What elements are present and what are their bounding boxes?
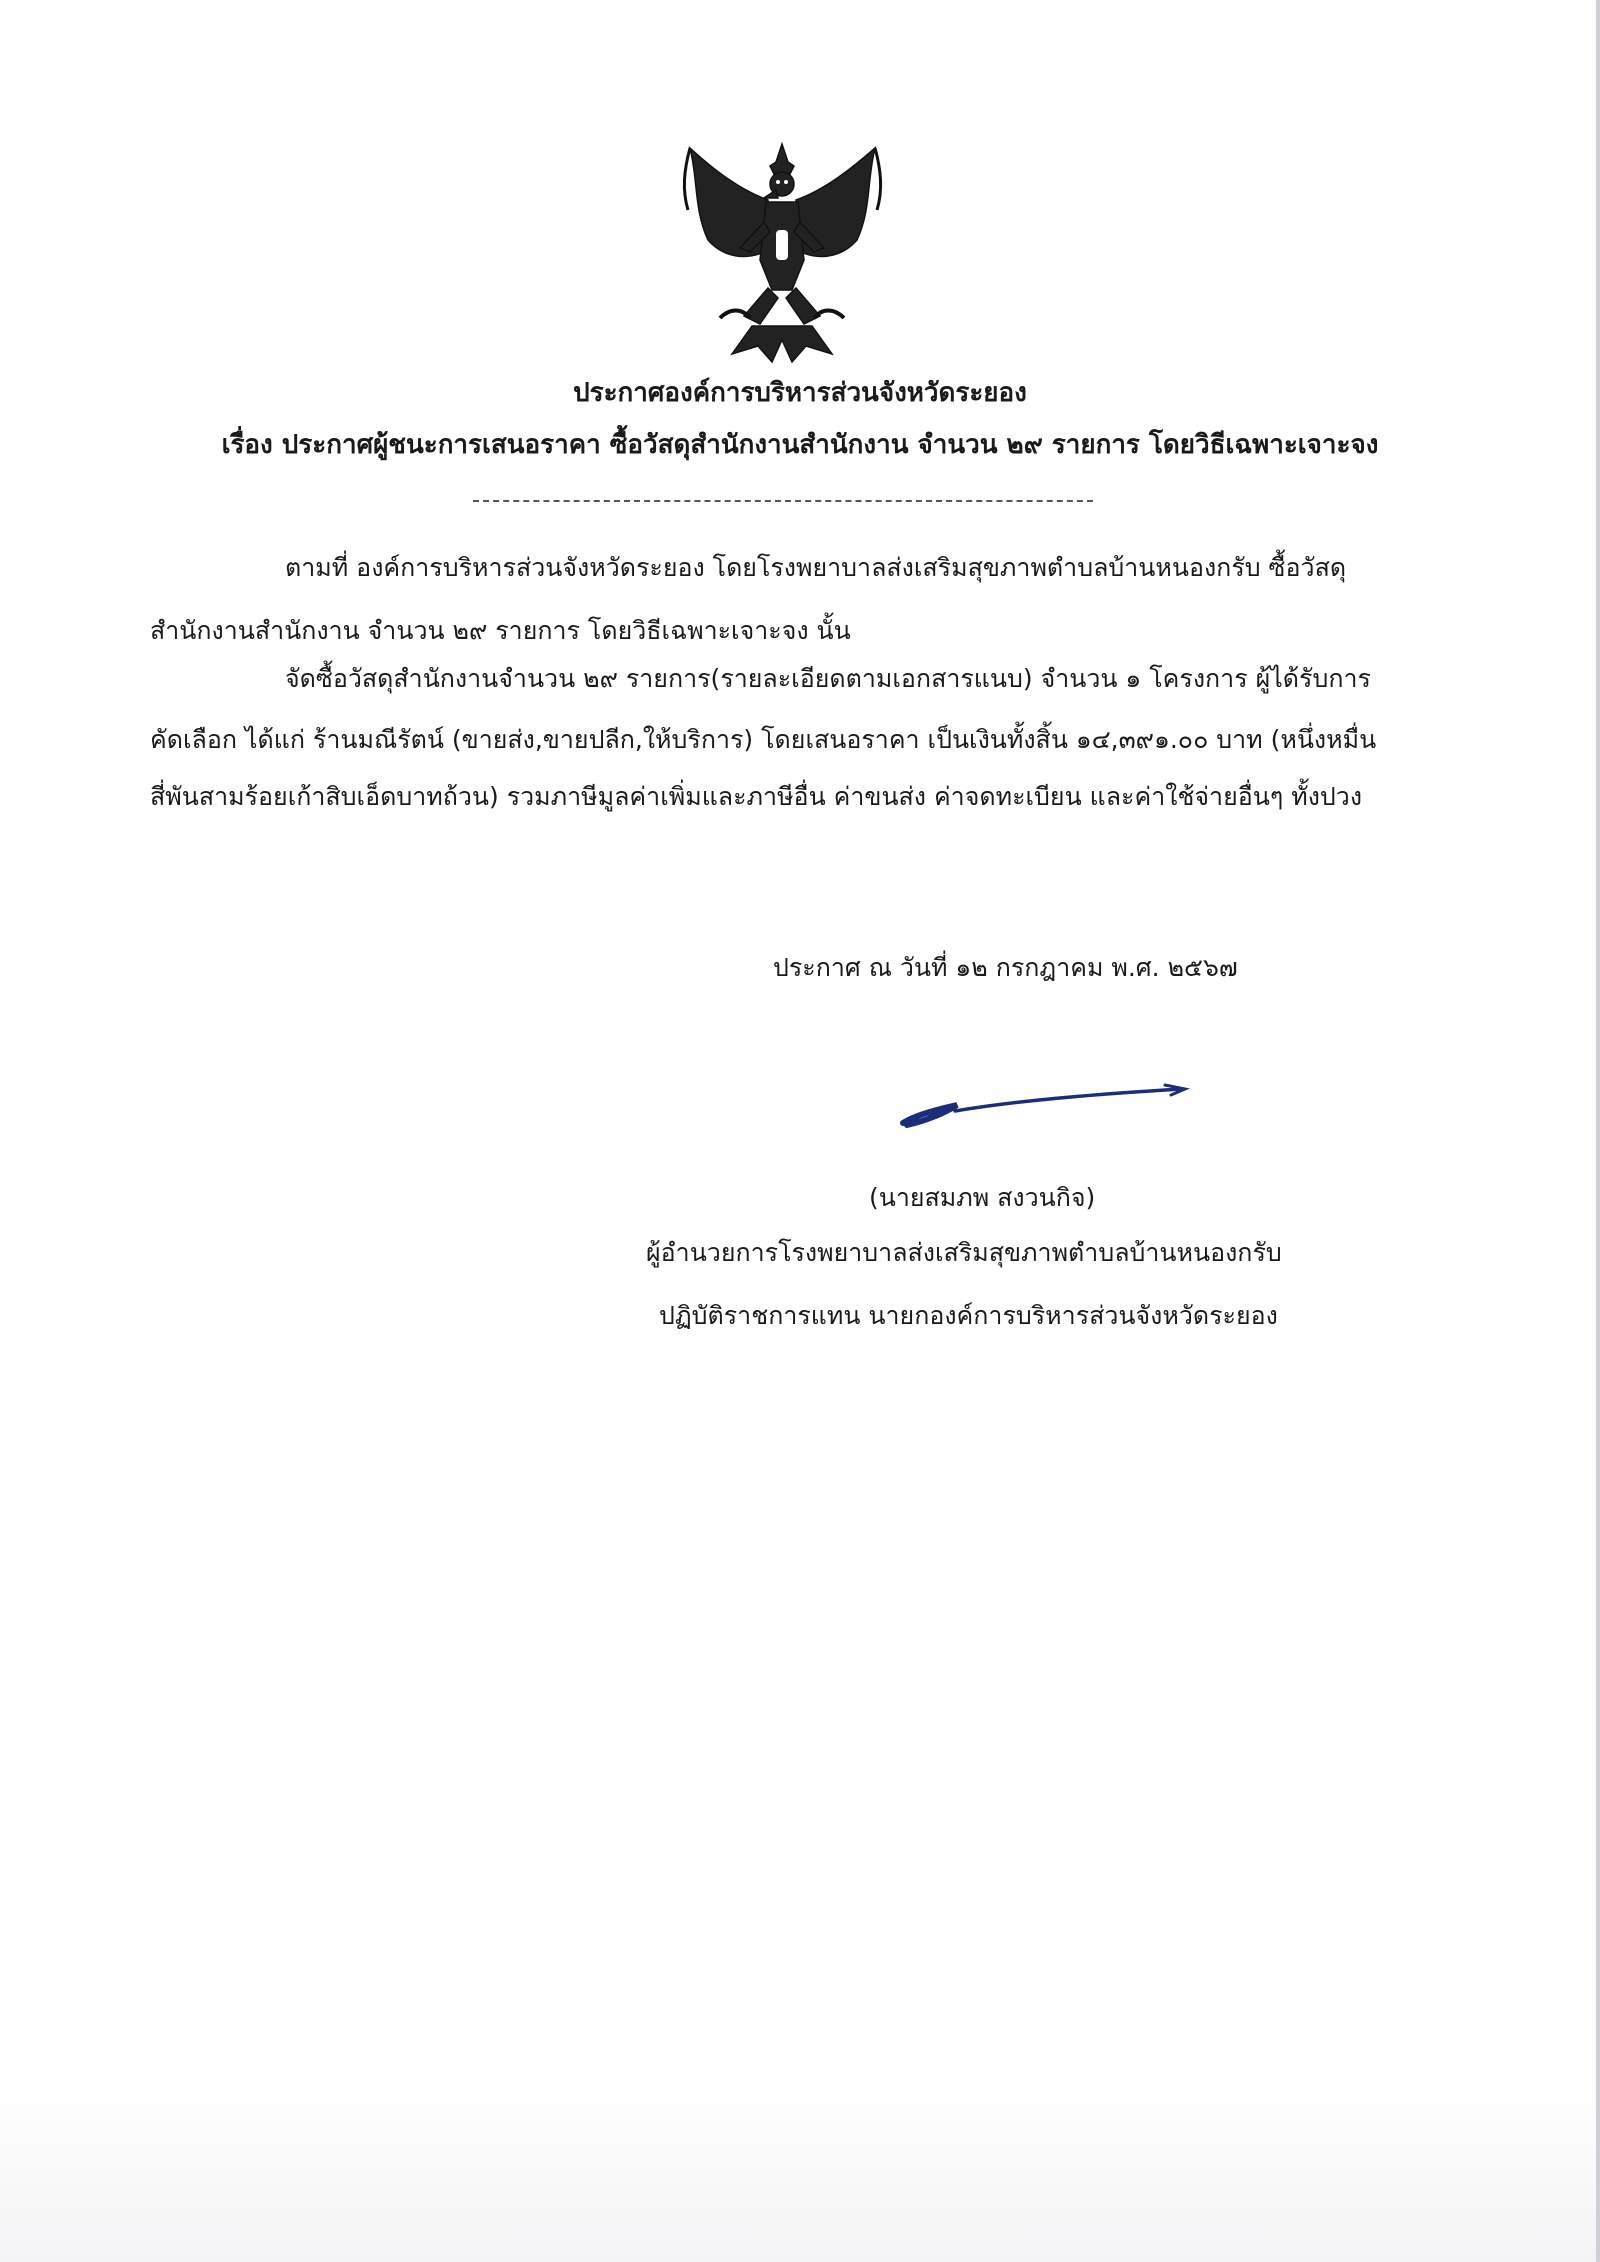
paragraph-2-line-3: สี่พันสามร้อยเก้าสิบเอ็ดบาทถ้วน) รวมภาษีมูลค่าเพิ่มและภาษีอื่น ค่าขนส่ง ค่าจดทะเบียน และค่าใช้จ่ายอื่นๆ ทั้งปวง <box>150 782 1363 811</box>
paragraph-2-line-1: จัดซื้อวัสดุสำนักงานจำนวน ๒๙ รายการ(รายละเอียดตามเอกสารแนบ) จำนวน ๑ โครงการ ผู้ได้รับการ <box>285 664 1371 693</box>
header-separator <box>473 500 1093 502</box>
announcement-title: ประกาศองค์การบริหารส่วนจังหวัดระยอง <box>573 378 1027 408</box>
announcement-date: ประกาศ ณ วันที่ ๑๒ กรกฎาคม พ.ศ. ๒๕๖๗ <box>773 953 1238 982</box>
signatory-position-2: ปฏิบัติราชการแทน นายกองค์การบริหารส่วนจังหวัดระยอง <box>659 1301 1278 1330</box>
signatory-name: (นายสมภพ สงวนกิจ) <box>869 1183 1096 1212</box>
handwritten-signature <box>895 1075 1195 1135</box>
paragraph-1-line-2: สำนักงานสำนักงาน จำนวน ๒๙ รายการ โดยวิธีเฉพาะเจาะจง นั้น <box>150 616 851 645</box>
paragraph-2-line-2: คัดเลือก ได้แก่ ร้านมณีรัตน์ (ขายส่ง,ขายปลีก,ให้บริการ) โดยเสนอราคา เป็นเงินทั้งสิ้น ๑๔,๓๙๑.๐๐ บาท (หนึ่งหมื่น <box>150 725 1377 754</box>
garuda-emblem-icon <box>680 140 885 365</box>
paragraph-1-line-1: ตามที่ องค์การบริหารส่วนจังหวัดระยอง โดยโรงพยาบาลส่งเสริมสุขภาพตำบลบ้านหนองกรับ ซื้อวัสดุ <box>285 553 1347 582</box>
announcement-subject: เรื่อง ประกาศผู้ชนะการเสนอราคา ซื้อวัสดุสำนักงานสำนักงาน จำนวน ๒๙ รายการ โดยวิธีเฉพาะเจาะจง <box>221 430 1379 460</box>
scan-edge <box>1596 0 1600 2262</box>
signatory-position-1: ผู้อำนวยการโรงพยาบาลส่งเสริมสุขภาพตำบลบ้านหนองกรับ <box>646 1238 1282 1267</box>
